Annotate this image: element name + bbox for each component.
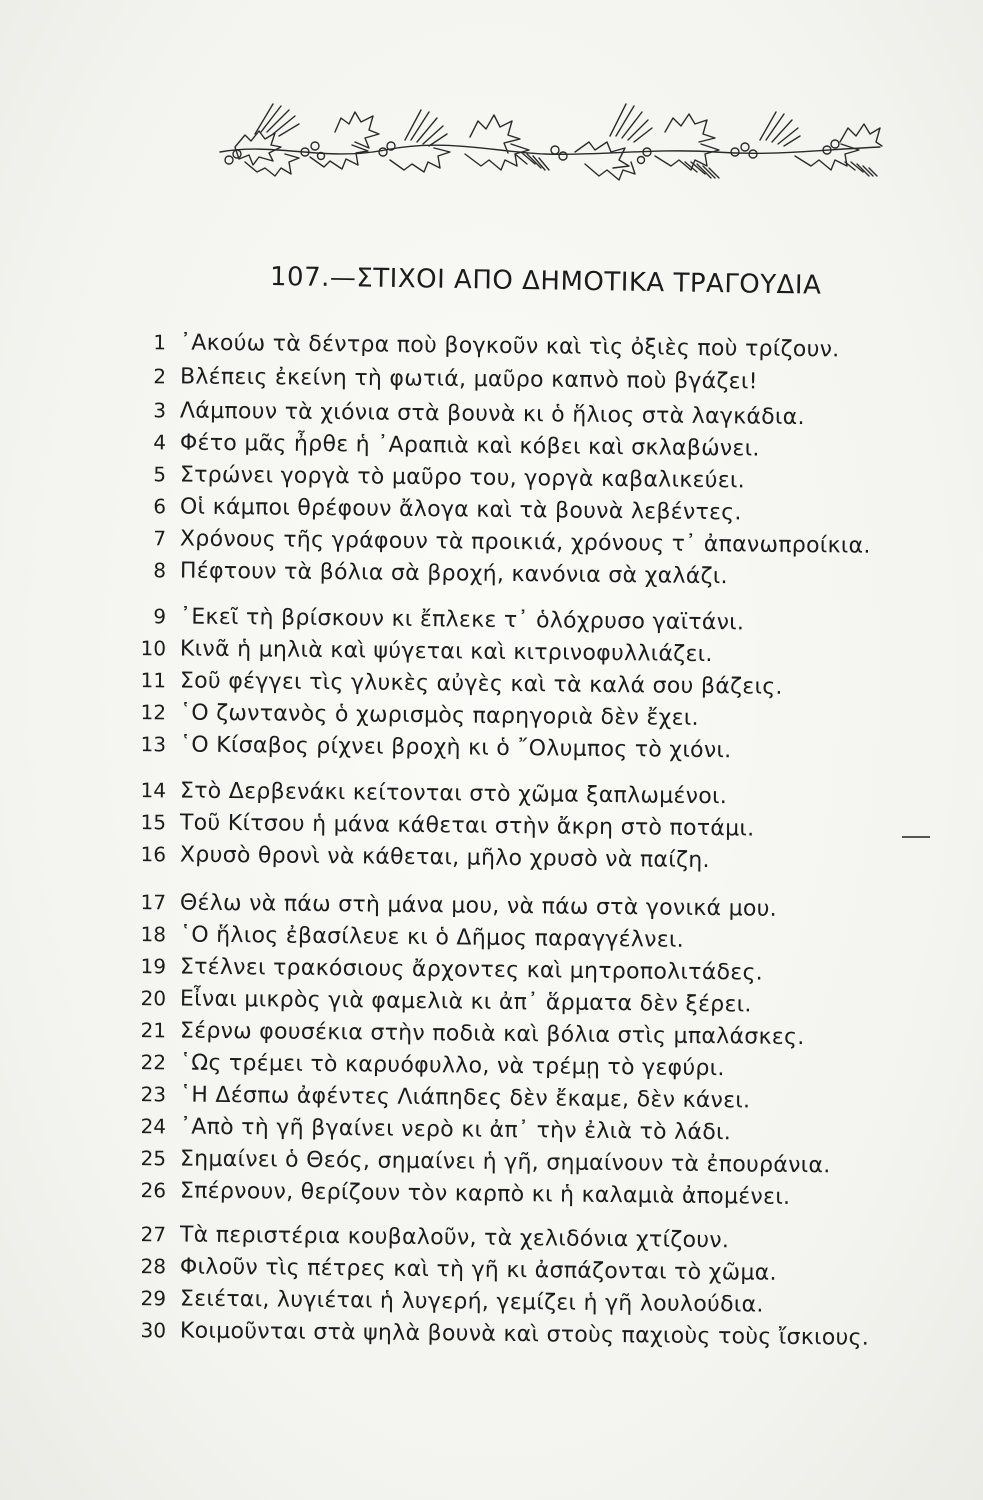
- verse-text: ῾Ο ἥλιος ἐβασίλευε κι ὁ Δῆμος παραγγέλνει.: [179, 922, 685, 953]
- verse-number: 16: [140, 842, 167, 867]
- verse-line: [130, 890, 777, 922]
- verse-line: [130, 810, 755, 842]
- page-mark: [902, 836, 930, 838]
- verse-text: Κοιμοῦνται στὰ ψηλὰ βουνὰ καὶ στοὺς παχιοὺς τοὺς ἴσκιους.: [179, 1318, 870, 1351]
- verse-text: Σέρνω φουσέκια στὴν ποδιὰ καὶ βόλια στὶς μπαλάσκες.: [179, 1018, 805, 1051]
- verse-text: Τοῦ Κίτσου ἡ μάνα κάθεται στὴν ἄκρη στὸ ποτάμι.: [179, 810, 755, 842]
- verse-number: 22: [140, 1050, 167, 1075]
- verse-line: [130, 330, 840, 362]
- verse-line: [130, 954, 763, 986]
- verse-line: [130, 1018, 805, 1050]
- verse-text: Τὰ περιστέρια κουβαλοῦν, τὰ χελιδόνια χτίζουν.: [179, 1222, 730, 1254]
- verse-number: 13: [140, 732, 167, 757]
- verse-line: [130, 1146, 831, 1178]
- verse-text: Εἶναι μικρὸς γιὰ φαμελιὰ κι ἀπ᾿ ἅρματα δὲν ξέρει.: [179, 986, 752, 1018]
- verse-text: ῾Η Δέσπω ἀφέντες Λιάπηδες δὲν ἔκαμε, δὲν κάνει.: [179, 1082, 751, 1114]
- verse-number: 12: [140, 700, 167, 725]
- verse-number: 18: [140, 922, 167, 947]
- verse-text: ᾿Εκεῖ τὴ βρίσκουν κι ἔπλεκε τ᾿ ὁλόχρυσο γαϊτάνι.: [179, 604, 745, 636]
- title-text: ΣΤΙΧΟΙ ΑΠΟ ΔΗΜΟΤΙΚΑ ΤΡΑΓΟΥΔΙΑ: [356, 263, 822, 301]
- verse-text: Κινᾶ ἡ μηλιὰ καὶ ψύγεται καὶ κιτρινοφυλλιάζει.: [179, 636, 713, 668]
- verse-line: [130, 558, 728, 589]
- verse-number: 9: [153, 604, 167, 629]
- verse-text: Σειέται, λυγιέται ἡ λυγερή, γεμίζει ἡ γῆ λουλούδια.: [179, 1286, 764, 1318]
- verse-text: Βλέπεις ἐκείνη τὴ φωτιά, μαῦρο καπνὸ ποὺ βγάζει!: [179, 364, 758, 395]
- verse-text: Πέφτουν τὰ βόλια σὰ βροχή, κανόνια σὰ χαλάζι.: [179, 558, 729, 590]
- verse-number: 23: [140, 1082, 167, 1107]
- verse-number: 7: [153, 526, 167, 551]
- verse-line: [130, 1082, 751, 1113]
- verse-line: [130, 732, 732, 763]
- verse-line: [130, 398, 805, 430]
- verse-number: 11: [140, 668, 167, 693]
- verse-line: [130, 922, 684, 953]
- verse-line: [130, 668, 783, 700]
- verse-number: 27: [140, 1222, 167, 1247]
- verse-number: 24: [140, 1114, 167, 1139]
- verse-number: 25: [140, 1146, 167, 1171]
- verse-number: 2: [153, 364, 167, 389]
- verse-number: 30: [140, 1318, 167, 1343]
- verse-text: Σοῦ φέγγει τὶς γλυκὲς αὐγὲς καὶ τὰ καλά σου βάζεις.: [179, 668, 783, 700]
- verse-line: [130, 1286, 764, 1318]
- verse-line: [130, 1318, 869, 1351]
- verse-number: 5: [153, 462, 167, 487]
- verse-line: [130, 636, 713, 667]
- verse-text: ῾Ως τρέμει τὸ καρυόφυλλο, νὰ τρέμῃ τὸ γεφύρι.: [179, 1050, 725, 1082]
- verse-text: Στέλνει τρακόσιους ἄρχοντες καὶ μητροπολιτάδες.: [179, 954, 764, 986]
- verse-number: 10: [140, 636, 167, 661]
- title-dash: —: [329, 262, 357, 294]
- verse-number: 4: [153, 430, 167, 455]
- verse-text: ῾Ο Κίσαβος ρίχνει βροχὴ κι ὁ ῎Ολυμπος τὸ χιόνι.: [179, 732, 732, 764]
- verse-number: 17: [140, 890, 167, 915]
- verse-number: 21: [140, 1018, 167, 1043]
- verse-number: 19: [140, 954, 167, 979]
- verse-line: [130, 494, 742, 525]
- verse-line: [130, 526, 871, 559]
- verse-text: Φέτο μᾶς ἦρθε ἡ ᾿Αραπιὰ καὶ κόβει καὶ σκλαβώνει.: [179, 430, 760, 462]
- verse-line: [130, 462, 745, 493]
- verse-text: Στρώνει γοργὰ τὸ μαῦρο του, γοργὰ καβαλικεύει.: [179, 462, 746, 494]
- verse-line: [130, 700, 699, 731]
- verse-line: [130, 1114, 731, 1145]
- verse-number: 26: [140, 1178, 167, 1203]
- verse-number: 1: [153, 330, 167, 355]
- verse-text: Θέλω νὰ πάω στὴ μάνα μου, νὰ πάω στὰ γονικά μου.: [179, 890, 778, 922]
- verse-text: Σπέρνουν, θερίζουν τὸν καρπὸ κι ἡ καλαμιὰ ἀπομένει.: [179, 1178, 791, 1210]
- verse-number: 6: [153, 494, 167, 519]
- verse-line: [130, 430, 760, 462]
- verse-number: 20: [140, 986, 167, 1011]
- verse-text: Οἱ κάμποι θρέφουν ἄλογα καὶ τὰ βουνὰ λεβέντες.: [179, 494, 742, 526]
- verse-line: [130, 842, 710, 873]
- verse-text: Χρόνους τῆς γράφουν τὰ προικιά, χρόνους τ᾿ ἀπανωπροίκια.: [179, 526, 871, 559]
- verse-text: ᾿Απὸ τὴ γῆ βγαίνει νερὸ κι ἀπ᾿ τὴν ἐλιὰ τὸ λάδι.: [179, 1114, 732, 1146]
- verse-line: [130, 1254, 777, 1286]
- verse-number: 28: [140, 1254, 167, 1279]
- verse-text: ῾Ο ζωντανὸς ὁ χωρισμὸς παρηγοριὰ δὲν ἔχει.: [179, 700, 699, 731]
- verse-number: 3: [153, 398, 167, 423]
- verse-number: 14: [140, 778, 167, 803]
- verse-number: 15: [140, 810, 167, 835]
- verse-line: [130, 778, 727, 809]
- verse-line: [130, 986, 752, 1018]
- verse-number: 29: [140, 1286, 167, 1311]
- verse-line: [130, 1222, 729, 1253]
- verse-line: [130, 1050, 725, 1081]
- verse-text: ᾿Ακούω τὰ δέντρα ποὺ βογκοῦν καὶ τὶς ὀξιὲς ποὺ τρίζουν.: [179, 330, 840, 363]
- verse-line: [130, 364, 758, 394]
- title-number: 107.: [269, 262, 331, 293]
- verse-number: 8: [153, 558, 167, 583]
- verse-line: [130, 604, 745, 635]
- verse-text: Φιλοῦν τὶς πέτρες καὶ τὴ γῆ κι ἀσπάζονται τὸ χῶμα.: [179, 1254, 777, 1286]
- verse-line: [130, 1178, 791, 1210]
- verse-text: Λάμπουν τὰ χιόνια στὰ βουνὰ κι ὁ ἥλιος στὰ λαγκάδια.: [179, 398, 805, 431]
- verse-text: Χρυσὸ θρονὶ νὰ κάθεται, μῆλο χρυσὸ νὰ παίζη.: [179, 842, 710, 874]
- verse-text: Σημαίνει ὁ Θεός, σημαίνει ἡ γῆ, σημαίνουν τὰ ἐπουράνια.: [179, 1146, 831, 1179]
- verse-text: Στὸ Δερβενάκι κείτονται στὸ χῶμα ξαπλωμένοι.: [179, 778, 728, 810]
